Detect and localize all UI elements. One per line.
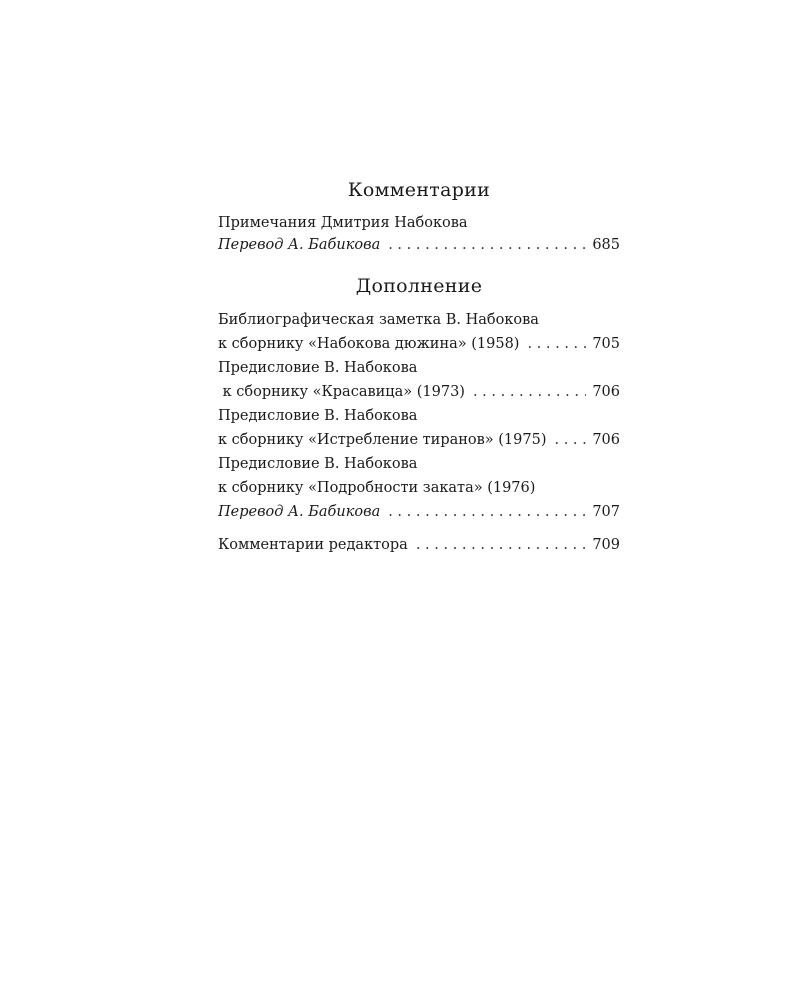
toc-entry-line: Предисловие В. Набокова [218, 456, 418, 472]
section-title-comments: Комментарии [347, 179, 491, 201]
toc-entry-text: Перевод А. Бабикова [218, 504, 381, 520]
toc-entry-text: к сборнику «Истребление тиранов» (1975) [218, 432, 547, 448]
leader-dots [473, 381, 586, 403]
leader-dots [555, 429, 587, 451]
page-number: 706 [592, 432, 620, 448]
leader-dots [527, 333, 586, 355]
toc-entry-krasavitsa-preface [218, 381, 620, 403]
toc-entry-tyrants-preface [218, 429, 620, 451]
toc-entry-text: Комментарии редактора [218, 537, 408, 553]
toc-entry-line: Предисловие В. Набокова [218, 408, 418, 424]
toc-entry-editor-comments [218, 534, 620, 556]
toc-entry-bibliographic-note [218, 333, 620, 355]
toc-entry-dmitri-notes [218, 234, 620, 256]
toc-entry-sunset-preface [218, 501, 620, 523]
toc-entry-line: Примечания Дмитрия Набокова [218, 215, 468, 231]
leader-dots [388, 234, 586, 256]
toc-entry-text: Перевод А. Бабикова [218, 237, 381, 253]
section-title-supplement: Дополнение [355, 275, 483, 297]
toc-entry-line: Предисловие В. Набокова [218, 360, 418, 376]
toc-entry-text: к сборнику «Красавица» (1973) [218, 384, 465, 400]
toc-entry-text: к сборнику «Набокова дюжина» (1958) [218, 336, 520, 352]
leader-dots [388, 501, 586, 523]
toc-entry-line: к сборнику «Подробности заката» (1976) [218, 480, 536, 496]
page-number: 707 [592, 504, 620, 520]
page-number: 706 [592, 384, 620, 400]
page-number: 709 [592, 537, 620, 553]
page-number: 685 [592, 237, 620, 253]
page-number: 705 [592, 336, 620, 352]
toc-entry-line: Библиографическая заметка В. Набокова [218, 312, 539, 328]
leader-dots [416, 534, 586, 556]
